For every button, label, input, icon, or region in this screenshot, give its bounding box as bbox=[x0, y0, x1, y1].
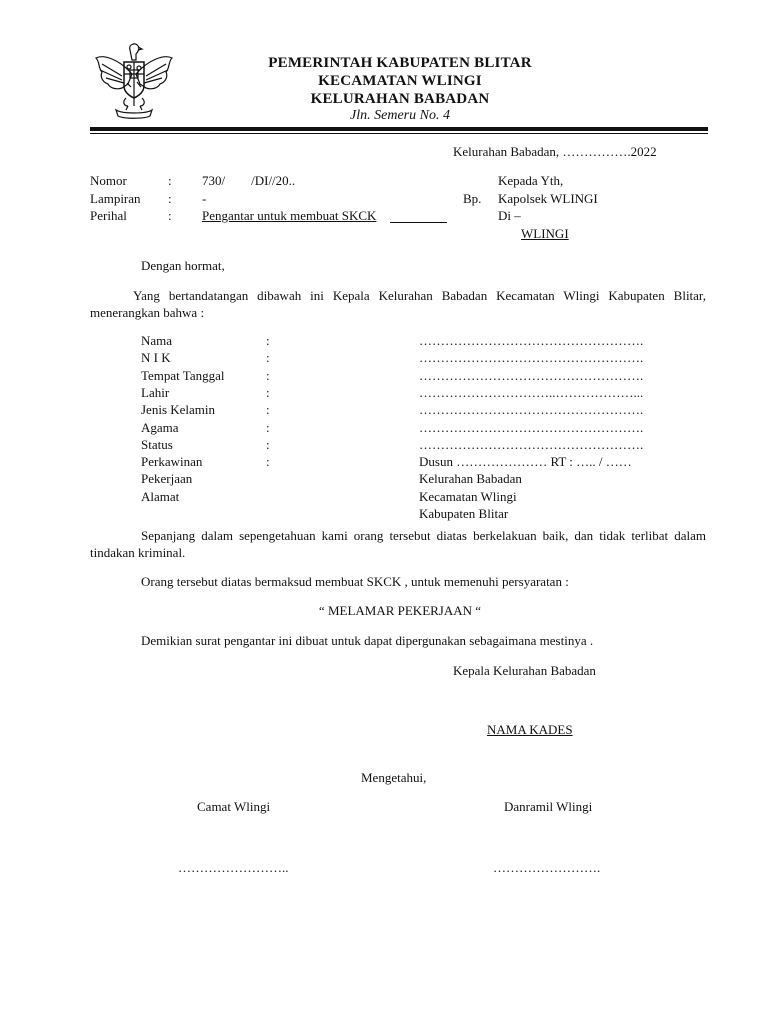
field-value: ……………………………………………. bbox=[419, 437, 644, 452]
camat-title: Camat Wlingi bbox=[197, 799, 271, 814]
field-label: Jenis Kelamin bbox=[141, 402, 216, 417]
header-rule-thick bbox=[90, 127, 708, 131]
field-label: Agama bbox=[141, 420, 179, 435]
danramil-signature-dots: ……………………. bbox=[493, 860, 601, 875]
recipient-line2: Kapolsek WLINGI bbox=[498, 191, 598, 206]
recipient-line4: WLINGI bbox=[521, 226, 569, 241]
header-address: Jln. Semeru No. 4 bbox=[350, 108, 450, 123]
field-label: Tempat Tanggal bbox=[141, 368, 225, 383]
field-label: Alamat bbox=[141, 489, 180, 504]
purpose-paragraph: Orang tersebut diatas bermaksud membuat SKCK , untuk memenuhi persyaratan : bbox=[141, 574, 569, 589]
signature-title: Kepala Kelurahan Babadan bbox=[453, 663, 596, 678]
field-value: ……………………………………………. bbox=[419, 402, 644, 417]
field-separator: : bbox=[266, 368, 270, 383]
date-line: Kelurahan Babadan, …………….2022 bbox=[453, 144, 657, 159]
intro-paragraph: Yang bertandatangan dibawah ini Kepala Kelurahan Babadan Kecamatan Wlingi Kabupaten Blitar, menerangkan bahwa : bbox=[90, 288, 706, 320]
header-government: PEMERINTAH KABUPATEN BLITAR bbox=[268, 55, 532, 71]
field-label: Status bbox=[141, 437, 173, 452]
header-district: KECAMATAN WLINGI bbox=[318, 73, 482, 89]
field-label: Nama bbox=[141, 333, 173, 348]
danramil-title: Danramil Wlingi bbox=[504, 799, 593, 814]
header-village: KELURAHAN BABADAN bbox=[310, 91, 490, 107]
lampiran-label: Lampiran bbox=[90, 191, 141, 206]
field-label: Perkawinan bbox=[141, 454, 203, 469]
greeting: Dengan hormat, bbox=[141, 258, 225, 273]
field-value: ……………………………………………. bbox=[419, 368, 644, 383]
field-value: …………………………..………………... bbox=[419, 385, 644, 400]
field-separator: : bbox=[266, 385, 270, 400]
perihal-underline bbox=[390, 222, 447, 223]
field-separator: : bbox=[266, 402, 270, 417]
field-separator: : bbox=[266, 420, 270, 435]
nomor-sep: : bbox=[168, 173, 172, 188]
field-label: Pekerjaan bbox=[141, 471, 193, 486]
perihal-sep: : bbox=[168, 208, 172, 223]
field-value: ……………………………………………. bbox=[419, 420, 644, 435]
purpose-statement: “ MELAMAR PEKERJAAN “ bbox=[318, 603, 482, 618]
field-value: Dusun ………………… RT : ….. / …… bbox=[419, 454, 632, 469]
field-label: Lahir bbox=[141, 385, 170, 400]
closing-paragraph: Demikian surat pengantar ini dibuat untuk dapat dipergunakan sebagaimana mestinya . bbox=[141, 633, 594, 648]
signature-name: NAMA KADES bbox=[487, 722, 573, 737]
nomor-value: 730/ /DI//20.. bbox=[202, 173, 296, 188]
recipient-line1: Kepada Yth, bbox=[498, 173, 564, 188]
camat-signature-dots: …………………….. bbox=[178, 860, 289, 875]
conduct-paragraph: Sepanjang dalam sepengetahuan kami orang tersebut diatas berkelakuan baik, dan tidak terlibat dalam tindakan kriminal. bbox=[90, 528, 706, 560]
nomor-label: Nomor bbox=[90, 173, 127, 188]
field-value: Kelurahan Babadan bbox=[419, 471, 522, 486]
field-separator: : bbox=[266, 350, 270, 365]
perihal-value: Pengantar untuk membuat SKCK bbox=[202, 208, 377, 223]
field-separator: : bbox=[266, 454, 270, 469]
recipient-line3: Di – bbox=[498, 208, 521, 223]
field-value: ……………………………………………. bbox=[419, 350, 644, 365]
garuda-emblem-icon bbox=[92, 40, 176, 120]
recipient-prefix: Bp. bbox=[463, 191, 482, 206]
field-value: Kecamatan Wlingi bbox=[419, 489, 517, 504]
field-separator: : bbox=[266, 333, 270, 348]
mengetahui-label: Mengetahui, bbox=[361, 770, 427, 785]
perihal-label: Perihal bbox=[90, 208, 127, 223]
field-separator: : bbox=[266, 437, 270, 452]
field-label: N I K bbox=[141, 350, 171, 365]
field-value: Kabupaten Blitar bbox=[419, 506, 509, 521]
lampiran-value: - bbox=[202, 191, 207, 206]
header-rule-thin bbox=[90, 133, 708, 134]
lampiran-sep: : bbox=[168, 191, 172, 206]
field-value: ……………………………………………. bbox=[419, 333, 644, 348]
